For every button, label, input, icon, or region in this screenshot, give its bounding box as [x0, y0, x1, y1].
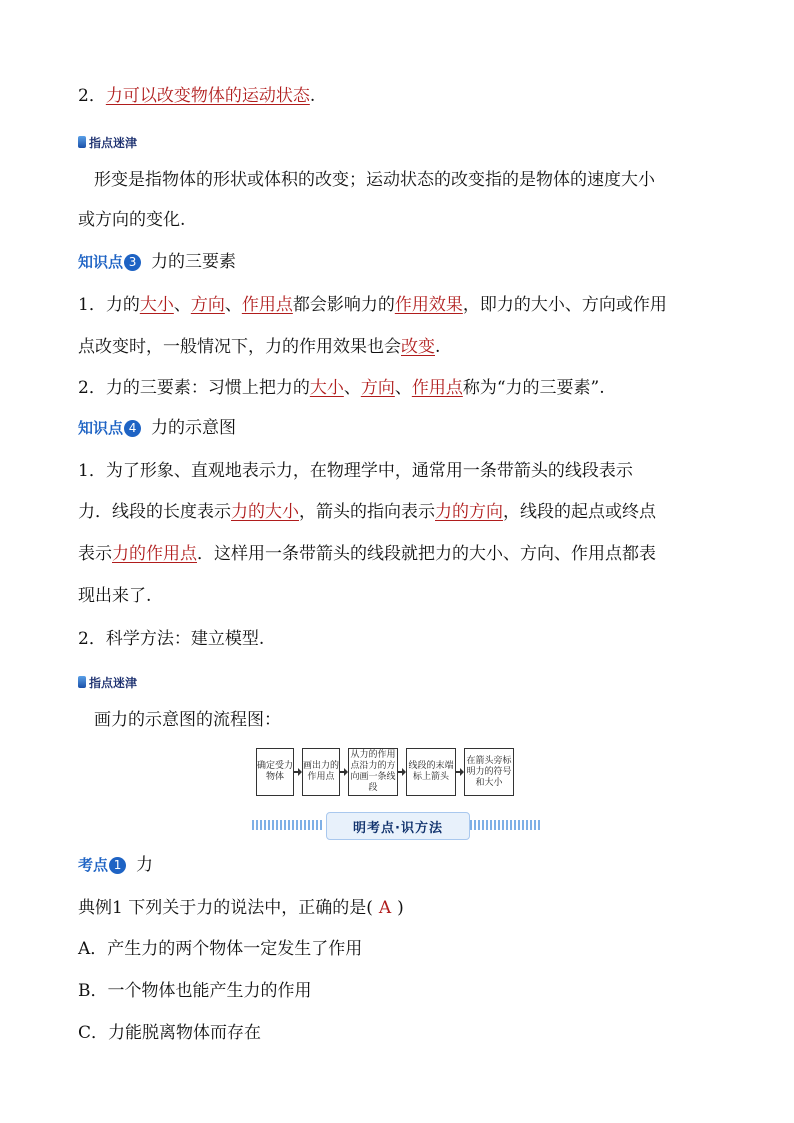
- option-c: C．力能脱离物体而存在: [78, 1023, 262, 1043]
- s4-item1-line3: 表示力的作用点．这样用一条带箭头的线段就把力的大小、方向、作用点都表: [78, 544, 656, 564]
- option-b: B．一个物体也能产生力的作用: [78, 981, 312, 1001]
- flow-step-3: 从力的作用点沿力的方向画一条线段: [348, 748, 398, 796]
- answer-letter: A: [378, 898, 392, 918]
- answer-blank: 作用点: [241, 295, 293, 315]
- number-1-icon: 1: [109, 857, 126, 874]
- answer-blank: 作用点: [411, 378, 463, 398]
- banner-stripe-right: [470, 820, 542, 830]
- answer-blank: 大小: [309, 378, 344, 398]
- option-a: A．产生力的两个物体一定发生了作用: [78, 939, 363, 959]
- tip1-line1: 形变是指物体的形状或体积的改变；运动状态的改变指的是物体的速度大小: [94, 170, 655, 190]
- tip2-text: 画力的示意图的流程图：: [94, 710, 281, 730]
- s4-item1-line4: 现出来了.: [78, 586, 152, 606]
- item-2: 2．力可以改变物体的运动状态.: [78, 86, 316, 106]
- arrow-right-icon: [340, 771, 348, 773]
- tip-heading-1: 指点迷津: [78, 134, 137, 150]
- answer-blank: 方向: [360, 378, 395, 398]
- tip-heading-2: 指点迷津: [78, 674, 137, 690]
- answer-blank: 力的方向: [435, 502, 503, 522]
- flow-step-5: 在箭头旁标明力的符号和大小: [464, 748, 514, 796]
- knowledge-point-4: 知识点 4 力的示意图: [78, 418, 237, 438]
- knowledge-point-3: 知识点 3 力的三要素: [78, 252, 237, 272]
- exam-point-1: 考点 1 力: [78, 855, 154, 875]
- answer-blank: 大小: [139, 295, 174, 315]
- number-4-icon: 4: [124, 420, 141, 437]
- section-title: 力的三要素: [151, 252, 237, 272]
- number-3-icon: 3: [124, 254, 141, 271]
- banner-stripe-left: [252, 820, 324, 830]
- arrow-right-icon: [398, 771, 406, 773]
- arrow-right-icon: [456, 771, 464, 773]
- section-banner: [252, 812, 542, 838]
- s4-item1-line2: 力．线段的长度表示力的大小，箭头的指向表示力的方向，线段的起点或终点: [78, 502, 656, 522]
- section-title: 力: [136, 855, 154, 875]
- s3-item1-line2: 点改变时，一般情况下，力的作用效果也会改变.: [78, 337, 441, 357]
- tip-marker-icon: [78, 676, 86, 688]
- s4-item1-line1: 1．为了形象、直观地表示力，在物理学中，通常用一条带箭头的线段表示: [78, 461, 633, 481]
- banner-label: 明考点·识方法: [326, 812, 470, 840]
- section-title: 力的示意图: [151, 418, 237, 438]
- answer-blank: 改变: [401, 337, 435, 357]
- tip-marker-icon: [78, 136, 86, 148]
- flow-step-4: 线段的末端标上箭头: [406, 748, 456, 796]
- flowchart: [256, 746, 514, 798]
- s4-item2: 2．科学方法：建立模型.: [78, 629, 265, 649]
- answer-blank: 力的大小: [231, 502, 299, 522]
- flow-step-2: 画出力的作用点: [302, 748, 340, 796]
- answer-blank: 方向: [190, 295, 225, 315]
- answer-blank: 力的作用点: [112, 544, 197, 564]
- s3-item1-line1: 1．力的大小、方向、作用点都会影响力的作用效果，即力的大小、方向或作用: [78, 295, 667, 315]
- s3-item2: 2．力的三要素：习惯上把力的大小、方向、作用点称为“力的三要素”.: [78, 378, 605, 398]
- arrow-right-icon: [294, 771, 302, 773]
- example-question: 典例1 下列关于力的说法中，正确的是( A ): [78, 898, 404, 918]
- tip1-line2: 或方向的变化.: [78, 210, 186, 230]
- answer-blank: 作用效果: [394, 295, 463, 315]
- flow-step-1: 确定受力物体: [256, 748, 294, 796]
- answer-blank: 力可以改变物体的运动状态: [105, 86, 310, 106]
